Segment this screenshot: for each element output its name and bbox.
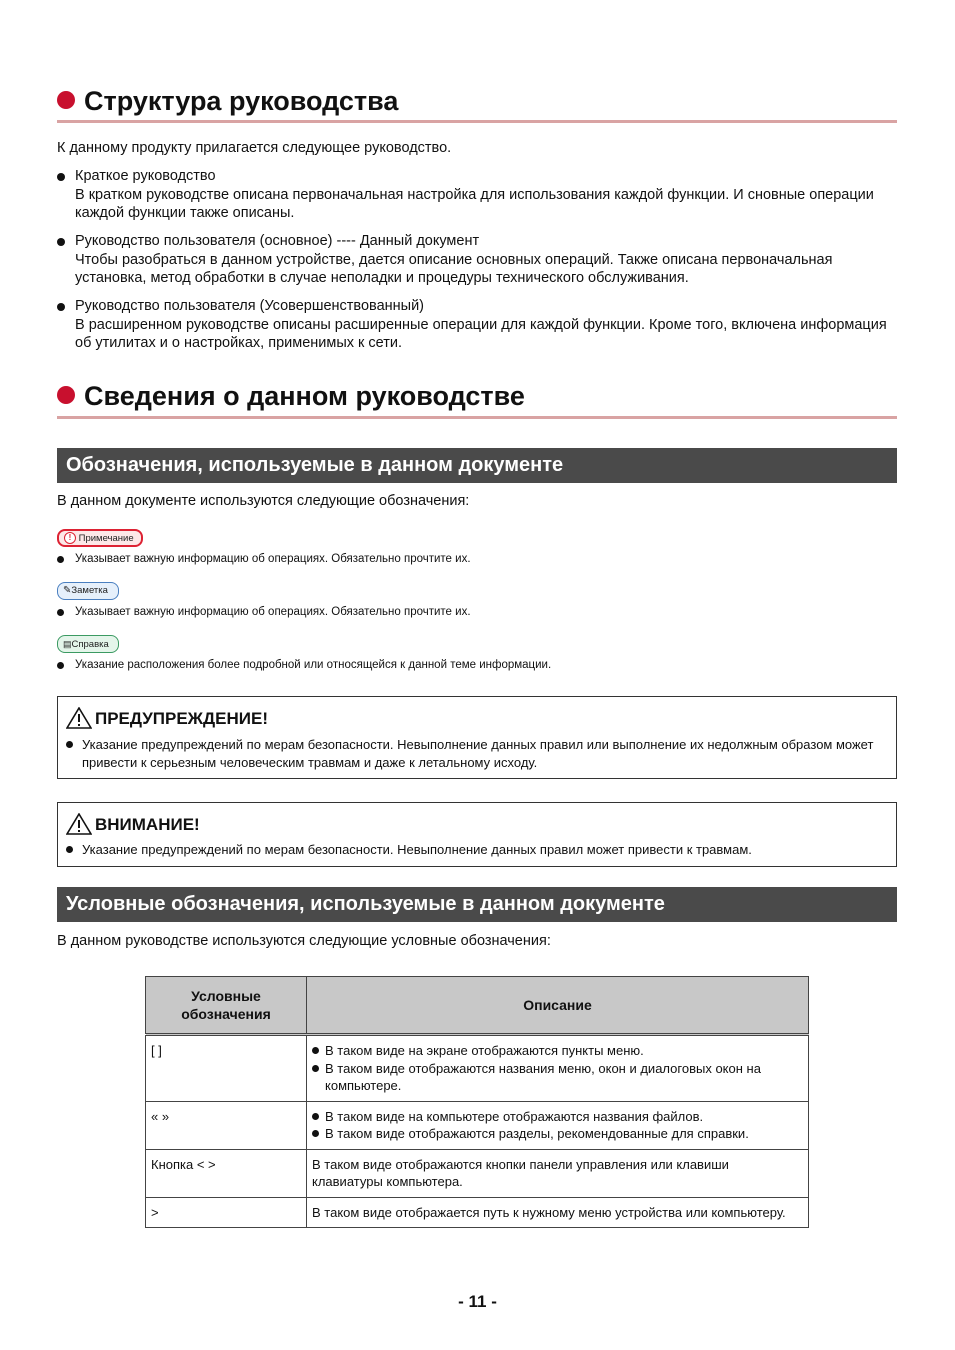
table-row [146,1035,809,1102]
table-row [146,1149,809,1197]
caution-heading: ВНИМАНИЕ! [66,813,200,837]
symbol-cell: [ ] [146,1035,307,1102]
list-item-desc: Чтобы разобраться в данном устройстве, дается описание основных операций. Также описана первоначальная установка, метод обработки в случае неполадки и процедуры технического обслуживания. [75,251,833,286]
title-rule [57,120,897,123]
list-item-name: Руководство пользователя (Усовершенствованный) [75,298,424,314]
column-header-symbol: Условные обозначения [146,977,307,1035]
book-icon: ▤ [63,639,72,649]
table-row [146,1101,809,1149]
description-line: В таком виде на компьютере отображаются названия файлов. [312,1108,803,1126]
note-badge: ! Примечание [57,529,143,547]
caution-box [57,802,897,867]
list-item-name: Краткое руководство [75,168,216,184]
warning-triangle-icon [66,813,92,835]
subsection-band-notations: Обозначения, используемые в данном документе [57,448,897,483]
description-line: В таком виде отображаются разделы, рекомендованные для справки. [312,1125,803,1143]
warning-triangle-icon [66,707,92,729]
description-cell [307,1101,809,1149]
list-item [57,232,897,288]
note-text: Указывает важную информацию об операциях. Обязательно прочтите их. [57,552,897,566]
list-item-desc: В расширенном руководстве описаны расширенные операции для каждой функции. Кроме того, включена информация об утилитах и о настройках, применимых к сети. [75,316,887,351]
description-cell [307,1035,809,1102]
description-line: В таком виде на экране отображаются пункты меню. [312,1042,803,1060]
conventions-table [145,976,809,1228]
memo-text: Указывает важную информацию об операциях. Обязательно прочтите их. [57,605,897,619]
list-item-name: Руководство пользователя (основное) ---- Данный документ [75,233,480,249]
description-line: В таком виде отображаются названия меню, окон и диалоговых окон на компьютере. [312,1060,803,1095]
table-header-row [146,977,809,1035]
description-cell: В таком виде отображается путь к нужному меню устройства или компьютеру. [307,1197,809,1228]
red-bullet-icon [57,91,75,109]
exclamation-icon: ! [64,532,76,544]
structure-intro: К данному продукту прилагается следующее руководство. [57,140,452,156]
warning-box [57,696,897,779]
section-title-about: Сведения о данном руководстве [57,378,897,414]
title-rule [57,416,897,419]
section-title-structure: Структура руководства [57,83,897,119]
list-item [57,167,897,223]
description-cell: В таком виде отображаются кнопки панели управления или клавиши клавиатуры компьютера. [307,1149,809,1197]
memo-badge: ✎Заметка [57,582,119,600]
symbol-cell: > [146,1197,307,1228]
bullet-icon [57,662,64,669]
symbol-cell: « » [146,1101,307,1149]
caution-text: Указание предупреждений по мерам безопасности. Невыполнение данных правил может привести к травмам. [82,842,752,857]
warning-text: Указание предупреждений по мерам безопасности. Невыполнение данных правил или выполнение их недолжным образом может привести к серьезным человеческим травмам и даже к летальному исходу. [82,737,874,770]
warning-heading: ПРЕДУПРЕЖДЕНИЕ! [66,707,268,731]
reference-text: Указание расположения более подробной или относящейся к данной теме информации. [57,658,897,672]
reference-badge: ▤Справка [57,635,119,653]
red-bullet-icon [57,386,75,404]
conventions-intro: В данном руководстве используются следующие условные обозначения: [57,933,551,949]
list-item [57,297,897,353]
list-item-desc: В кратком руководстве описана первоначальная настройка для использования каждой функции. И сновные операции каждой функции также описаны. [75,186,874,221]
symbol-cell: Кнопка < > [146,1149,307,1197]
subsection-band-conventions: Условные обозначения, используемые в данном документе [57,887,897,922]
notations-intro: В данном документе используются следующие обозначения: [57,493,470,509]
pencil-icon: ✎ [63,585,72,596]
column-header-description: Описание [307,977,809,1035]
bullet-icon [57,609,64,616]
page-number: - 11 - [458,1292,497,1311]
table-row [146,1197,809,1228]
